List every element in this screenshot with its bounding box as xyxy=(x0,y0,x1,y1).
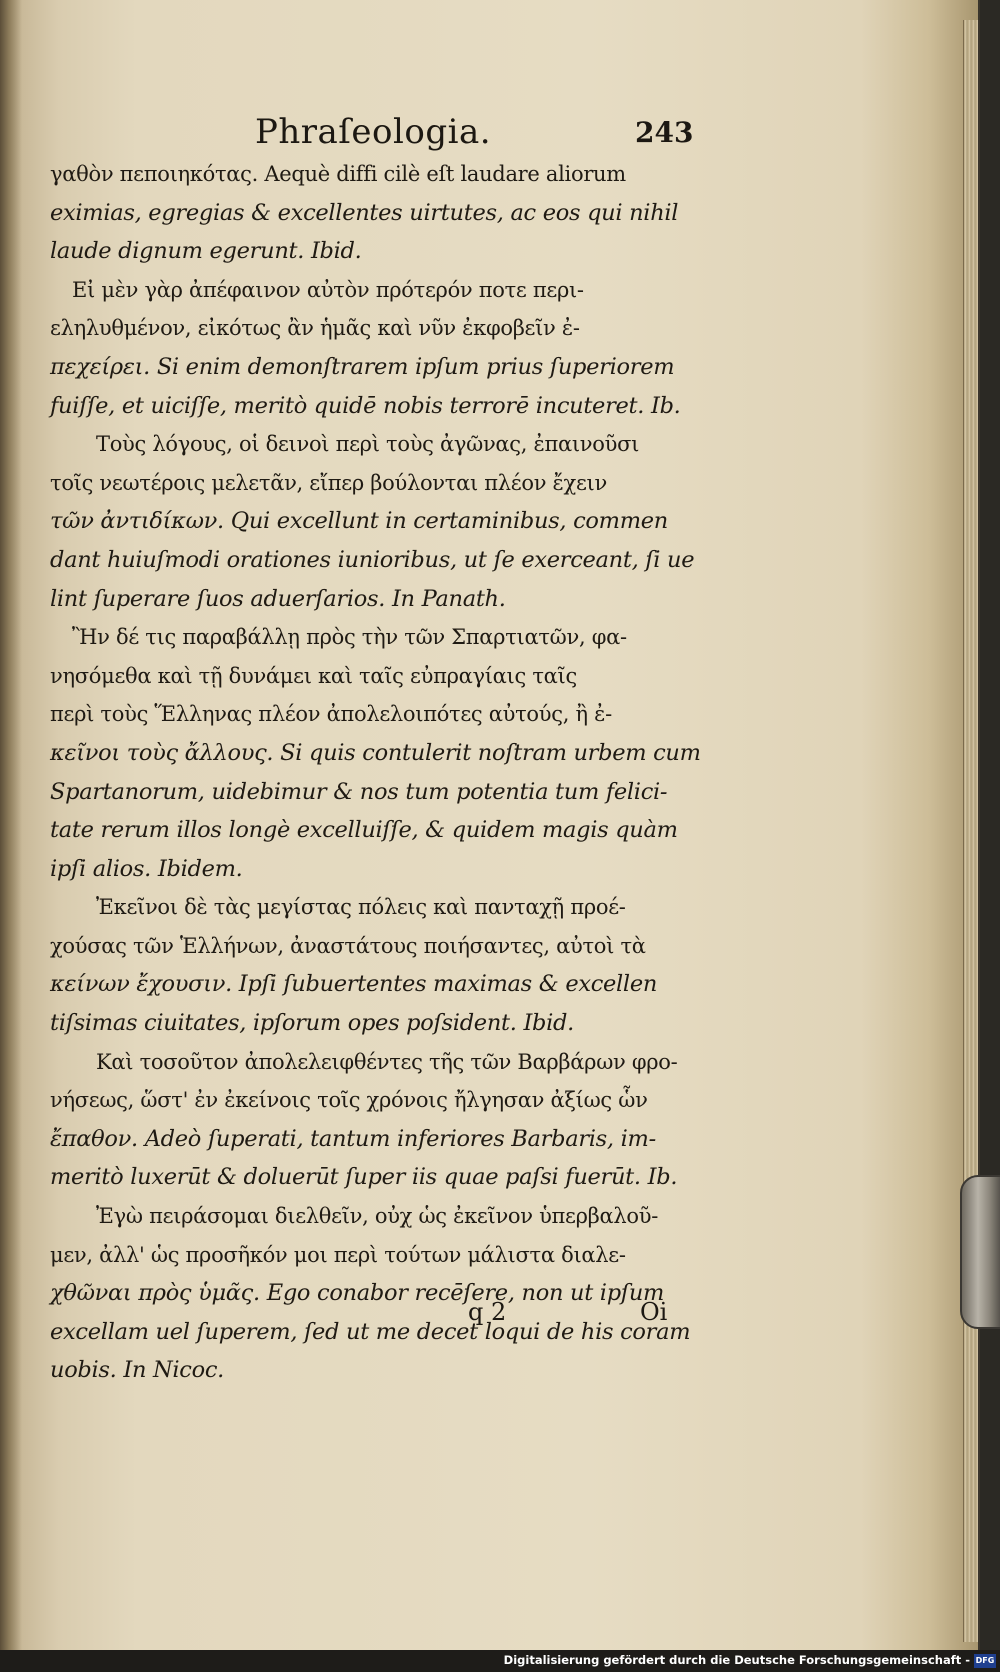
signature-mark: q 2 xyxy=(468,1298,507,1326)
text-line: uobis. In Nicoc. xyxy=(50,1357,225,1384)
catchword: Oi xyxy=(640,1298,668,1326)
credit-bar xyxy=(0,1650,1000,1672)
page-edges xyxy=(963,20,978,1642)
page-footer xyxy=(50,1298,690,1338)
page-number: 243 xyxy=(635,116,694,149)
text-line: περὶ τοὺς Ἕλληνας πλέον ἀπολελοιπότες αὐτούς, ἢ ἐ- xyxy=(50,702,612,727)
page-header xyxy=(50,112,694,160)
text-line: μεν, ἀλλ' ὡς προσῆκόν μοι περὶ τούτων μάλιστα διαλε- xyxy=(50,1242,626,1267)
book-clip xyxy=(960,1175,1000,1329)
credit-text: Digitalisierung gefördert durch die Deutsche Forschungsgemeinschaft - xyxy=(503,1653,970,1667)
text-line: tiſsimas ciuitates, ipſorum opes poſsident. Ibid. xyxy=(50,1010,574,1037)
spine-shadow xyxy=(0,0,22,1650)
running-head: Phraſeologia. xyxy=(255,112,492,152)
text-line: Spartanorum, uidebimur & nos tum potentia tum felici- xyxy=(50,778,668,805)
text-line: γαθὸν πεποιηκότας. Aequè diffi cilè eſt laudare aliorum xyxy=(50,162,626,186)
text-line: πεχείρει. Si enim demonſtrarem ipſum prius ſuperiorem xyxy=(50,353,675,380)
text-line: Καὶ τοσοῦτον ἀπολελειφθέντες τῆς τῶν Βαρβάρων φρο- xyxy=(96,1049,678,1074)
text-line: χούσας τῶν Ἑλλήνων, ἀναστάτους ποιήσαντες, αὐτοὶ τὰ xyxy=(50,933,646,958)
text-line: tate rerum illos longè excelluiſſe, & quidem magis quàm xyxy=(50,817,678,844)
text-line: ἔπαθον. Adeò ſuperati, tantum inferiores Barbaris, im- xyxy=(50,1125,656,1152)
text-line: τοῖς νεωτέροις μελετᾶν, εἴπερ βούλονται πλέον ἔχειν xyxy=(50,470,607,495)
text-line: lint ſuperare ſuos aduerſarios. In Panath. xyxy=(50,585,506,612)
text-line: κείνων ἔχουσιν. Ipſi ſubuertentes maximas & excellen xyxy=(50,971,658,998)
text-line: Ἐγὼ πειράσομαι διελθεῖν, οὐχ ὡς ἐκεῖνον ὑπερβαλοῦ- xyxy=(96,1204,659,1229)
text-line: ipſi alios. Ibidem. xyxy=(50,855,243,882)
text-line: Ἢν δέ τις παραβάλλῃ πρὸς τὴν τῶν Σπαρτιατῶν, φα- xyxy=(72,625,627,650)
text-line: νησόμεθα καὶ τῇ δυνάμει καὶ ταῖς εὐπραγίαις ταῖς xyxy=(50,663,577,688)
text-line: dant huiuſmodi orationes iunioribus, ut ſe exerceant, ſi ue xyxy=(50,546,695,573)
text-line: fuiſſe, et uiciſſe, meritò quidē nobis terrorē incuteret. Ib. xyxy=(50,392,681,419)
text-line: τῶν ἀντιδίκων. Qui excellunt in certaminibus, commen xyxy=(50,508,668,535)
text-block xyxy=(50,155,701,1390)
text-line: Εἰ μὲν γὰρ ἀπέφαινον αὐτὸν πρότερόν ποτε περι- xyxy=(72,277,584,302)
text-line: εληλυθμένον, εἰκότως ἂν ἡμᾶς καὶ νῦν ἐκφοβεῖν ἐ- xyxy=(50,316,580,341)
text-line: Ἐκεῖνοι δὲ τὰς μεγίστας πόλεις καὶ πανταχῇ προέ- xyxy=(96,895,626,920)
text-line: laude dignum egerunt. Ibid. xyxy=(50,238,362,265)
text-line: excellam uel ſuperem, ſed ut me decet loqui de his coram xyxy=(50,1318,691,1345)
text-line: Τοὺς λόγους, οἱ δεινοὶ περὶ τοὺς ἀγῶνας, ἐπαινοῦσι xyxy=(96,432,640,457)
text-line: χθῶναι πρὸς ὑμᾶς. Ego conabor recēſere, non ut ipſum xyxy=(50,1280,665,1307)
text-line: κεῖνοι τοὺς ἄλλους. Si quis contulerit noſtram urbem cum xyxy=(50,739,701,766)
dfg-logo-icon: DFG xyxy=(974,1654,996,1668)
text-line: eximias, egregias & excellentes uirtutes, ac eos qui nihil xyxy=(50,199,679,226)
text-line: νήσεως, ὥστ' ἐν ἐκείνοις τοῖς χρόνοις ἤλγησαν ἀξίως ὧν xyxy=(50,1088,648,1113)
text-line: meritò luxerūt & doluerūt ſuper iis quae paſsi fuerūt. Ib. xyxy=(50,1164,678,1191)
